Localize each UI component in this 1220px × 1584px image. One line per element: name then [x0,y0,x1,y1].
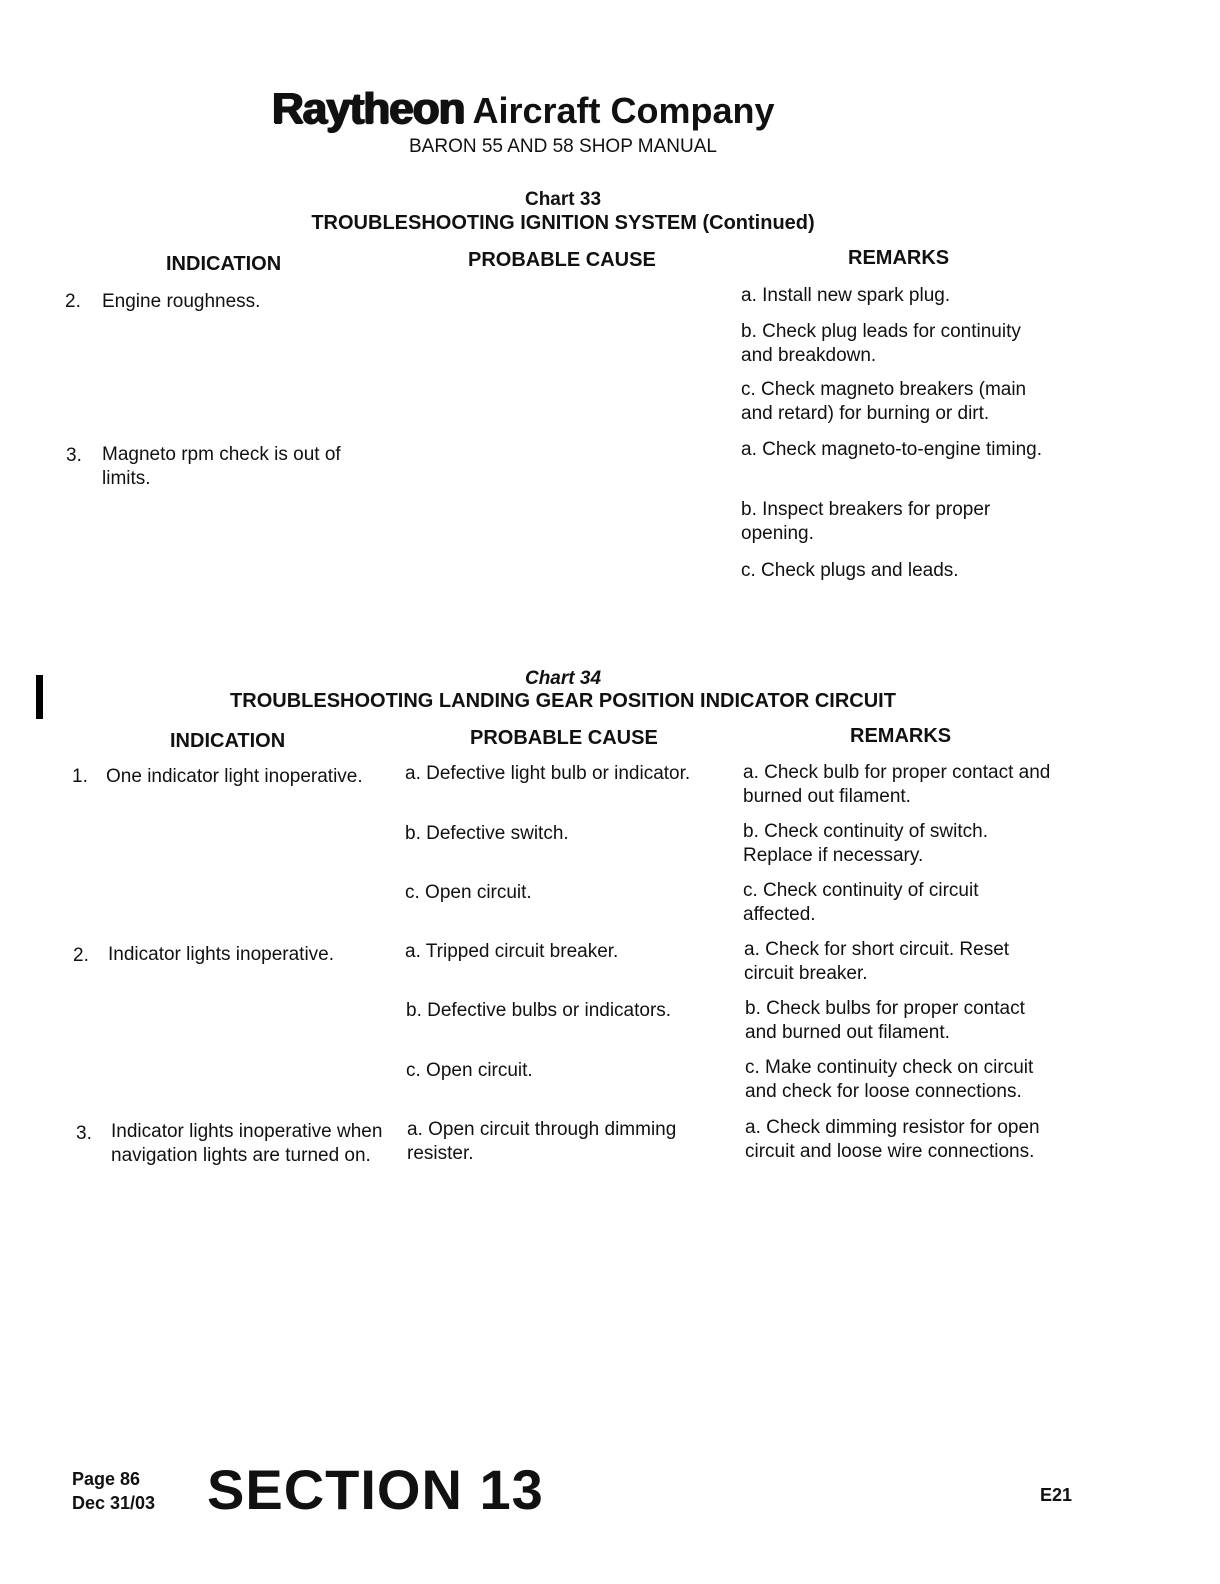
chart34-remark: c. Make continuity check on circuit and check for loose connections. [745,1057,1034,1102]
manual-title: BARON 55 AND 58 SHOP MANUAL [409,136,717,157]
table-row-number: 3. [76,1123,92,1144]
chart34-remark: a. Check dimming resistor for open circuit and loose wire connections. [745,1117,1040,1162]
chart34-cause: c. Open circuit. [406,1060,533,1081]
chart34-remark: b. Check continuity of switch. Replace if necessary. [743,821,988,866]
chart33-remark: a. Install new spark plug. [741,285,951,306]
chart33-row-indication: Magneto rpm check is out of limits. [102,444,341,489]
table-row-number: 2. [73,945,89,966]
company-name: Aircraft Company [472,90,775,131]
chart34-cause: b. Defective bulbs or indicators. [406,1000,672,1021]
chart33-remark: b. Inspect breakers for proper opening. [741,499,991,544]
chart33-remark: c. Check magneto breakers (main and retard) for burning or dirt. [741,379,1027,424]
chart34-cause: c. Open circuit. [405,882,532,903]
chart34-remark: a. Check bulb for proper contact and burned out filament. [743,762,1051,807]
table-row-number: 1. [72,766,88,787]
page-footer-info [72,1467,155,1515]
chart34-cause: a. Defective light bulb or indicator. [405,763,691,784]
chart33-number: Chart 33 [524,189,602,210]
table-row-number: 2. [65,291,81,312]
chart34-cause: a. Tripped circuit breaker. [405,941,619,962]
section-label: SECTION 13 [207,1458,544,1521]
chart33-remark: c. Check plugs and leads. [741,560,959,581]
table-row-number: 3. [66,445,82,466]
chart34-remark: a. Check for short circuit. Reset circuit breaker. [744,939,1010,984]
chart34-remarks-header: REMARKS [850,725,952,747]
company-header [272,84,775,134]
chart34-remark: b. Check bulbs for proper contact and burned out filament. [745,998,1025,1043]
chart33-indication-header: INDICATION [166,253,282,275]
chart34-indication-header: INDICATION [170,730,286,752]
chart34-row-indication: Indicator lights inoperative when navigation lights are turned on. [111,1121,383,1166]
page-code: E21 [1040,1485,1073,1505]
chart33-remarks-header: REMARKS [848,247,950,269]
chart33-cause-header: PROBABLE CAUSE [468,249,656,271]
chart34-number: Chart 34 [524,668,602,689]
page-number: Page 86 [72,1469,141,1489]
chart34-remark: c. Check continuity of circuit affected. [743,880,979,925]
chart34-cause: a. Open circuit through dimming resister. [407,1119,677,1164]
chart33-remark: b. Check plug leads for continuity and breakdown. [741,321,1021,366]
chart33-title: TROUBLESHOOTING IGNITION SYSTEM (Continued) [311,212,815,234]
chart34-cause-header: PROBABLE CAUSE [470,727,658,749]
chart34-cause: b. Defective switch. [405,823,569,844]
raytheon-logo: Raytheon [272,84,465,133]
chart34-title: TROUBLESHOOTING LANDING GEAR POSITION INDICATOR CIRCUIT [230,690,896,712]
chart33-row-indication: Engine roughness. [102,291,261,312]
chart34-row-indication: Indicator lights inoperative. [108,944,335,965]
chart34-row-indication: One indicator light inoperative. [106,766,363,787]
chart33-remark: a. Check magneto-to-engine timing. [741,439,1042,460]
revision-date: Dec 31/03 [72,1493,156,1513]
